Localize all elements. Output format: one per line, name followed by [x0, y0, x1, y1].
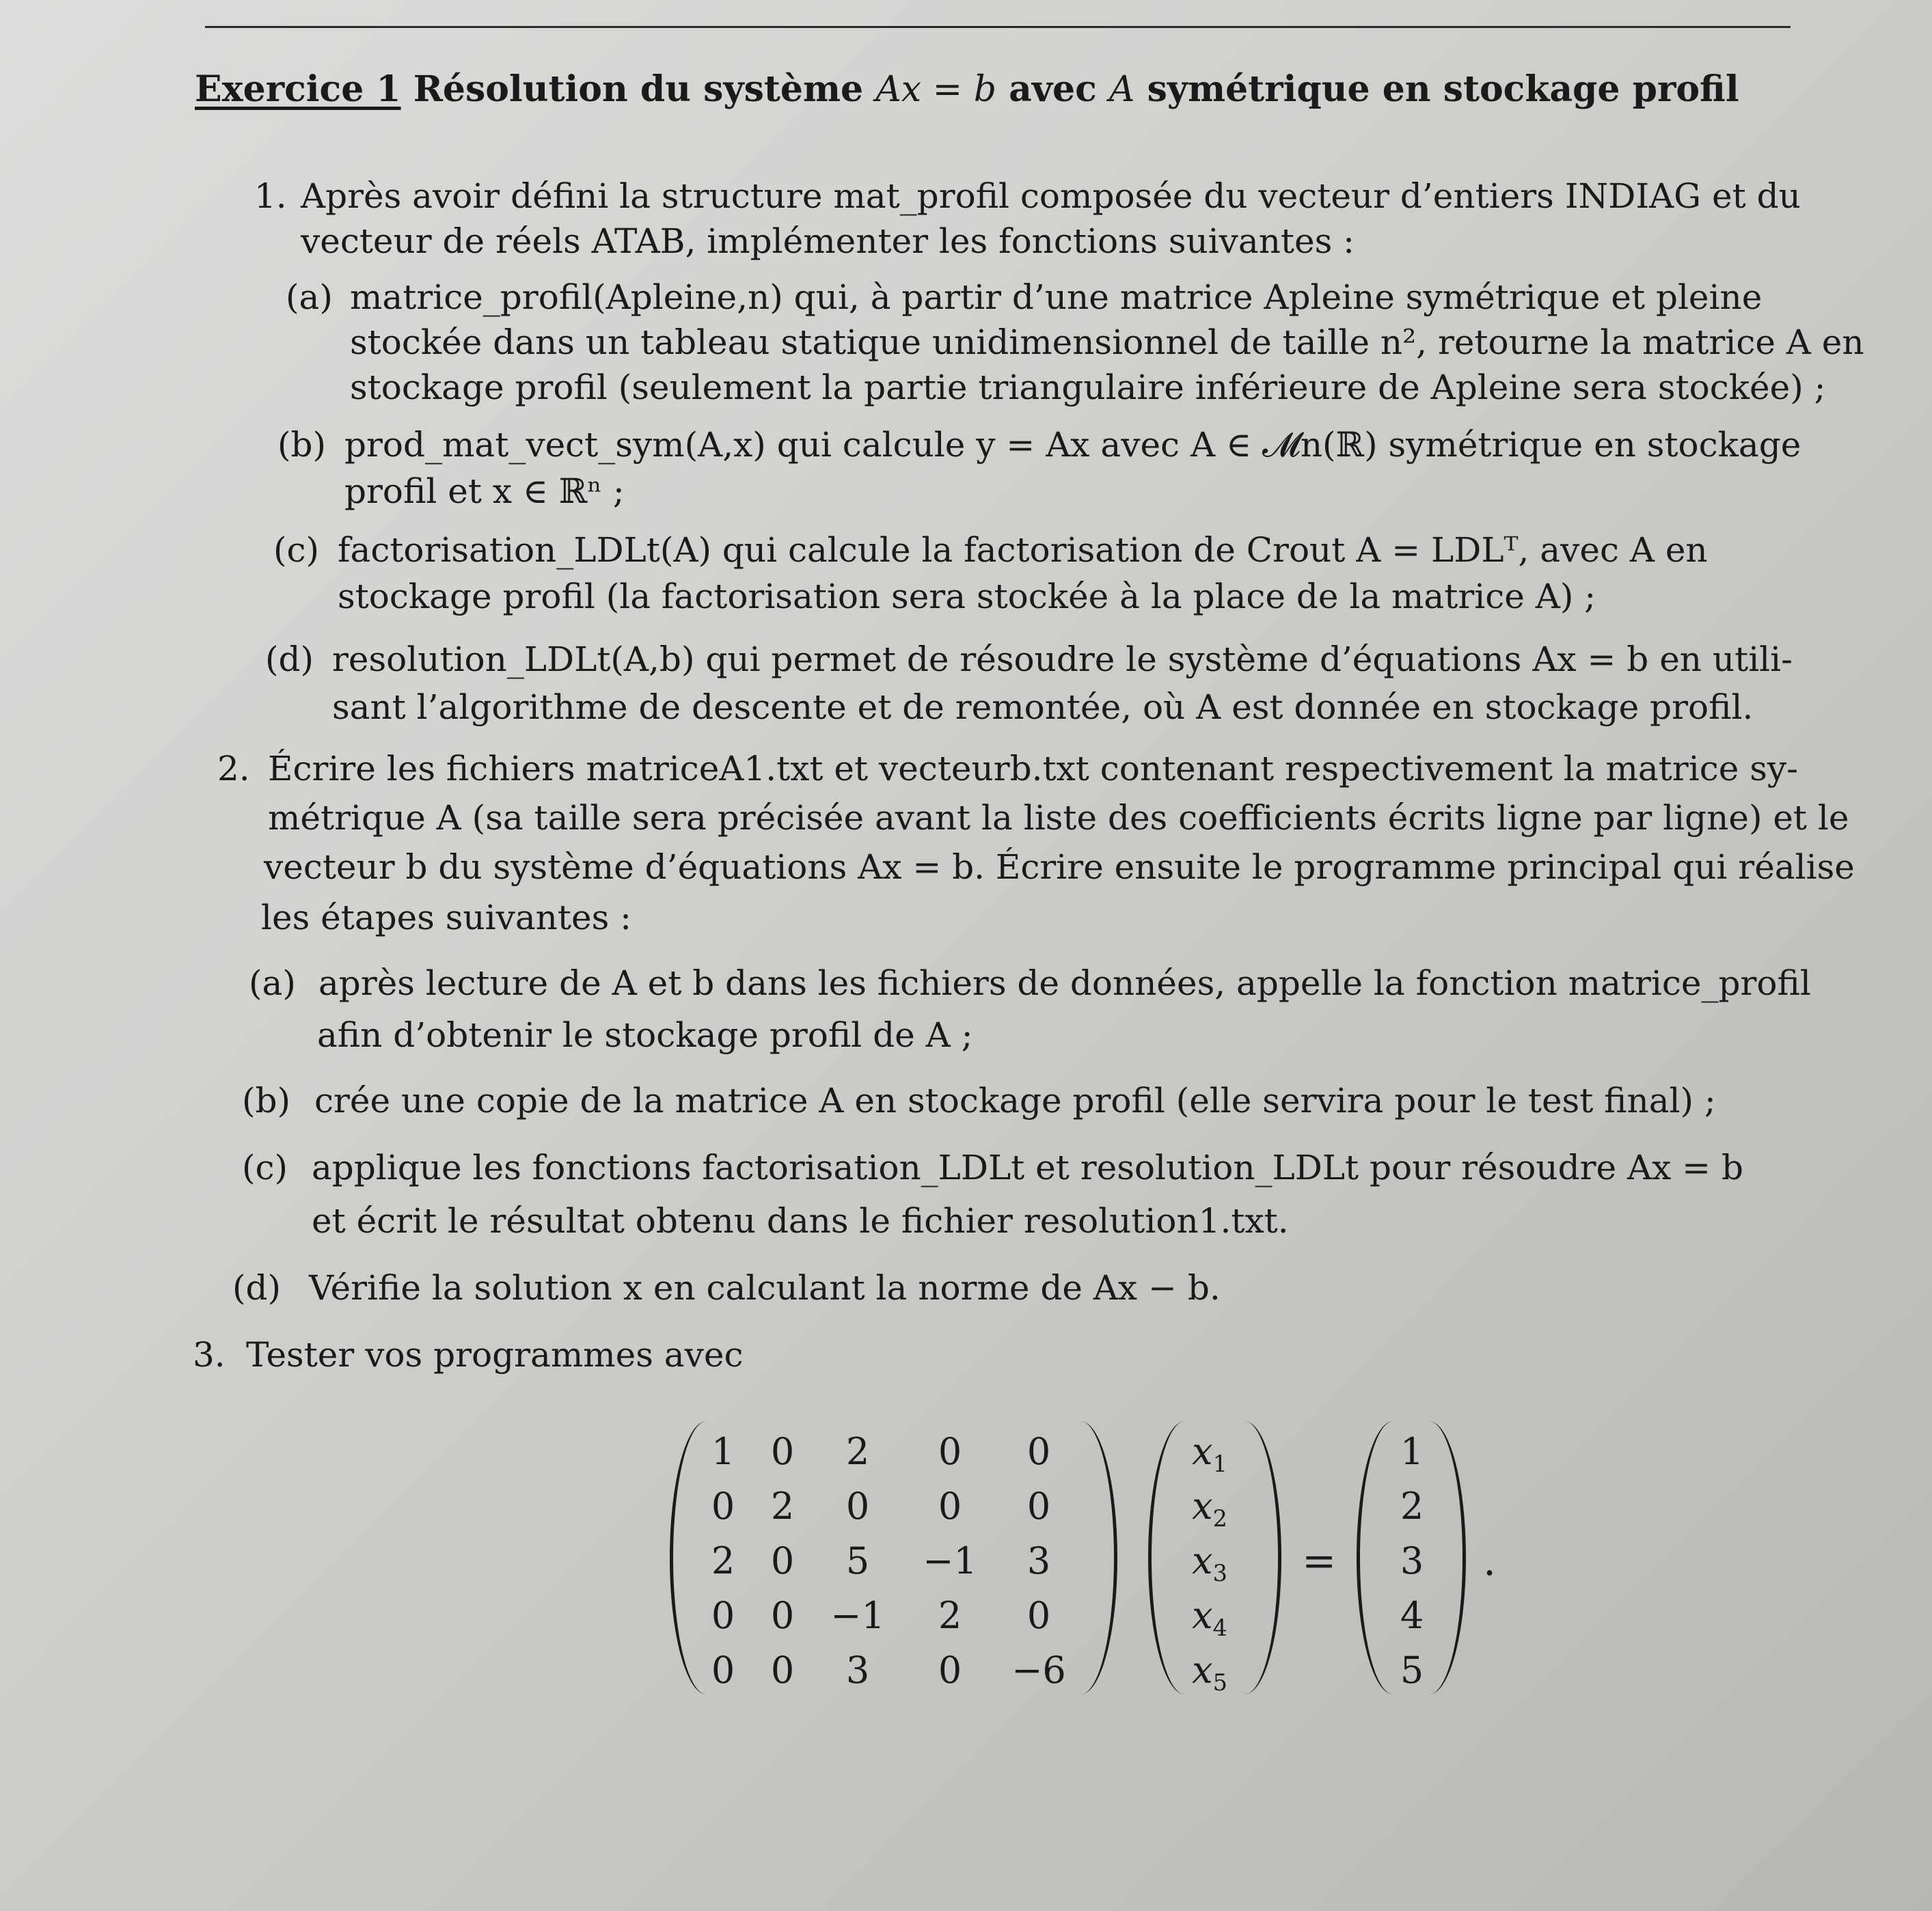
matrix-cell: 5	[845, 1539, 870, 1582]
matrix-cell: 0	[1026, 1430, 1051, 1473]
q1-b-line-2: profil et x ∈ ℝⁿ ;	[344, 471, 625, 511]
title-equation: Ax = b	[875, 69, 997, 110]
q2-a-line-1: après lecture de A et b dans les fichiers de données, appelle la fonction matrice_profil	[318, 963, 1811, 1003]
q2-b-line-1: crée une copie de la matrice A en stockage profil (elle servira pour le test final) ;	[314, 1081, 1716, 1121]
matrix-cell: 0	[711, 1594, 735, 1637]
q2-a-line-2: afin d’obtenir le stockage profil de A ;	[317, 1015, 973, 1055]
matrix-cell: 0	[845, 1485, 870, 1528]
matrix-cell: 0	[938, 1485, 962, 1528]
matrix-cell: 0	[1026, 1485, 1051, 1528]
matrix-cell: −1	[923, 1539, 977, 1582]
q3-number: 3.	[193, 1335, 226, 1375]
q2-b-label: (b)	[242, 1081, 291, 1121]
q1-d-line-2: sant l’algorithme de descente et de remontée, où A est donnée en stockage profil.	[332, 687, 1754, 727]
q2-line-2: métrique A (sa taille sera précisée avant la liste des coefficients écrits ligne par ligne) et le	[268, 798, 1849, 838]
matrix-cell: 2	[770, 1485, 795, 1528]
q1-c-line-1: factorisation_LDLt(A) qui calcule la factorisation de Crout A = LDLᵀ, avec A en	[338, 530, 1708, 570]
q2-d-line-1: Vérifie la solution x en calculant la norme de Ax − b.	[309, 1268, 1221, 1308]
title-text-b: avec	[1009, 68, 1097, 110]
matrix-cell: −1	[830, 1594, 885, 1637]
q2-c-line-1: applique les fonctions factorisation_LDLt et resolution_LDLt pour résoudre Ax = b	[312, 1148, 1743, 1187]
q2-line-1: Écrire les fichiers matriceA1.txt et vecteurb.txt contenant respectivement la matrice sy-	[268, 749, 1799, 788]
matrix-cell: 0	[770, 1539, 795, 1582]
equals-sign: =	[1302, 1537, 1337, 1585]
q1-a-label: (a)	[286, 277, 333, 317]
exercise-title	[195, 68, 1739, 110]
matrix-cell: 1	[711, 1430, 735, 1473]
q1-a-line-3: stockage profil (seulement la partie triangulaire inférieure de Apleine sera stockée) ;	[350, 368, 1826, 407]
matrix-cell: 2	[711, 1539, 735, 1582]
exercise-label: Exercice 1	[195, 68, 401, 110]
q3-line-1: Tester vos programmes avec	[246, 1335, 744, 1375]
q1-c-line-2: stockage profil (la factorisation sera stockée à la place de la matrice A) ;	[338, 577, 1596, 616]
matrix-cell: 0	[711, 1649, 735, 1692]
q2-c-label: (c)	[242, 1148, 288, 1187]
q1-a-line-1: matrice_profil(Apleine,n) qui, à partir d’une matrice Apleine symétrique et pleine	[350, 277, 1763, 317]
q2-a-label: (a)	[249, 963, 296, 1003]
title-matrix-symbol: A	[1108, 69, 1135, 110]
q2-number: 2.	[217, 749, 250, 788]
q1-d-label: (d)	[265, 640, 314, 679]
q1-b-label: (b)	[277, 425, 327, 465]
matrix-cell: 0	[770, 1594, 795, 1637]
matrix-cell: 0	[770, 1649, 795, 1692]
q2-d-label: (d)	[232, 1268, 282, 1308]
rhs-cell: 2	[1400, 1485, 1424, 1528]
q1-d-line-1: resolution_LDLt(A,b) qui permet de résoudre le système d’équations Ax = b en utili-	[332, 640, 1793, 679]
rhs-cell: 3	[1400, 1539, 1424, 1582]
matrix-cell: 0	[770, 1430, 795, 1473]
matrix-cell: 0	[711, 1485, 735, 1528]
unknown-cell: x5	[1192, 1649, 1227, 1696]
q1-a-line-2: stockée dans un tableau statique unidimensionnel de taille n², retourne la matrice A en	[350, 322, 1864, 362]
matrix-cell: 0	[938, 1430, 962, 1473]
matrix-cell: −6	[1011, 1649, 1066, 1692]
q1-line-1: Après avoir défini la structure mat_profil composée du vecteur d’entiers INDIAG et du	[301, 176, 1801, 216]
matrix-cell: 3	[845, 1649, 870, 1692]
matrix-cell: 2	[845, 1430, 870, 1473]
title-text-a: Résolution du système	[413, 68, 864, 110]
matrix-cell: 2	[938, 1594, 962, 1637]
matrix-cell: 0	[938, 1649, 962, 1692]
rhs-cell: 5	[1400, 1649, 1424, 1692]
q1-b-line-1: prod_mat_vect_sym(A,x) qui calcule y = Ax avec A ∈ 𝓜n(ℝ) symétrique en stockage	[344, 425, 1801, 465]
system-period: .	[1483, 1537, 1497, 1585]
q1-number: 1.	[254, 176, 287, 216]
top-rule	[205, 26, 1791, 28]
unknown-cell: x4	[1192, 1594, 1227, 1641]
rhs-cell: 4	[1400, 1594, 1424, 1637]
title-text-c: symétrique en stockage profil	[1147, 68, 1739, 110]
matrix-cell: 3	[1026, 1539, 1051, 1582]
unknown-cell: x3	[1192, 1539, 1227, 1586]
unknown-cell: x2	[1192, 1485, 1227, 1532]
rhs-cell: 1	[1400, 1430, 1424, 1473]
q1-line-2: vecteur de réels ATAB, implémenter les fonctions suivantes :	[301, 221, 1355, 261]
q2-c-line-2: et écrit le résultat obtenu dans le fichier resolution1.txt.	[312, 1201, 1289, 1241]
q2-line-3: vecteur b du système d’équations Ax = b. Écrire ensuite le programme principal qui réalise	[264, 847, 1855, 887]
q2-line-4: les étapes suivantes :	[261, 898, 631, 937]
unknown-cell: x1	[1192, 1430, 1227, 1477]
q1-c-label: (c)	[273, 530, 320, 570]
matrix-cell: 0	[1026, 1594, 1051, 1637]
